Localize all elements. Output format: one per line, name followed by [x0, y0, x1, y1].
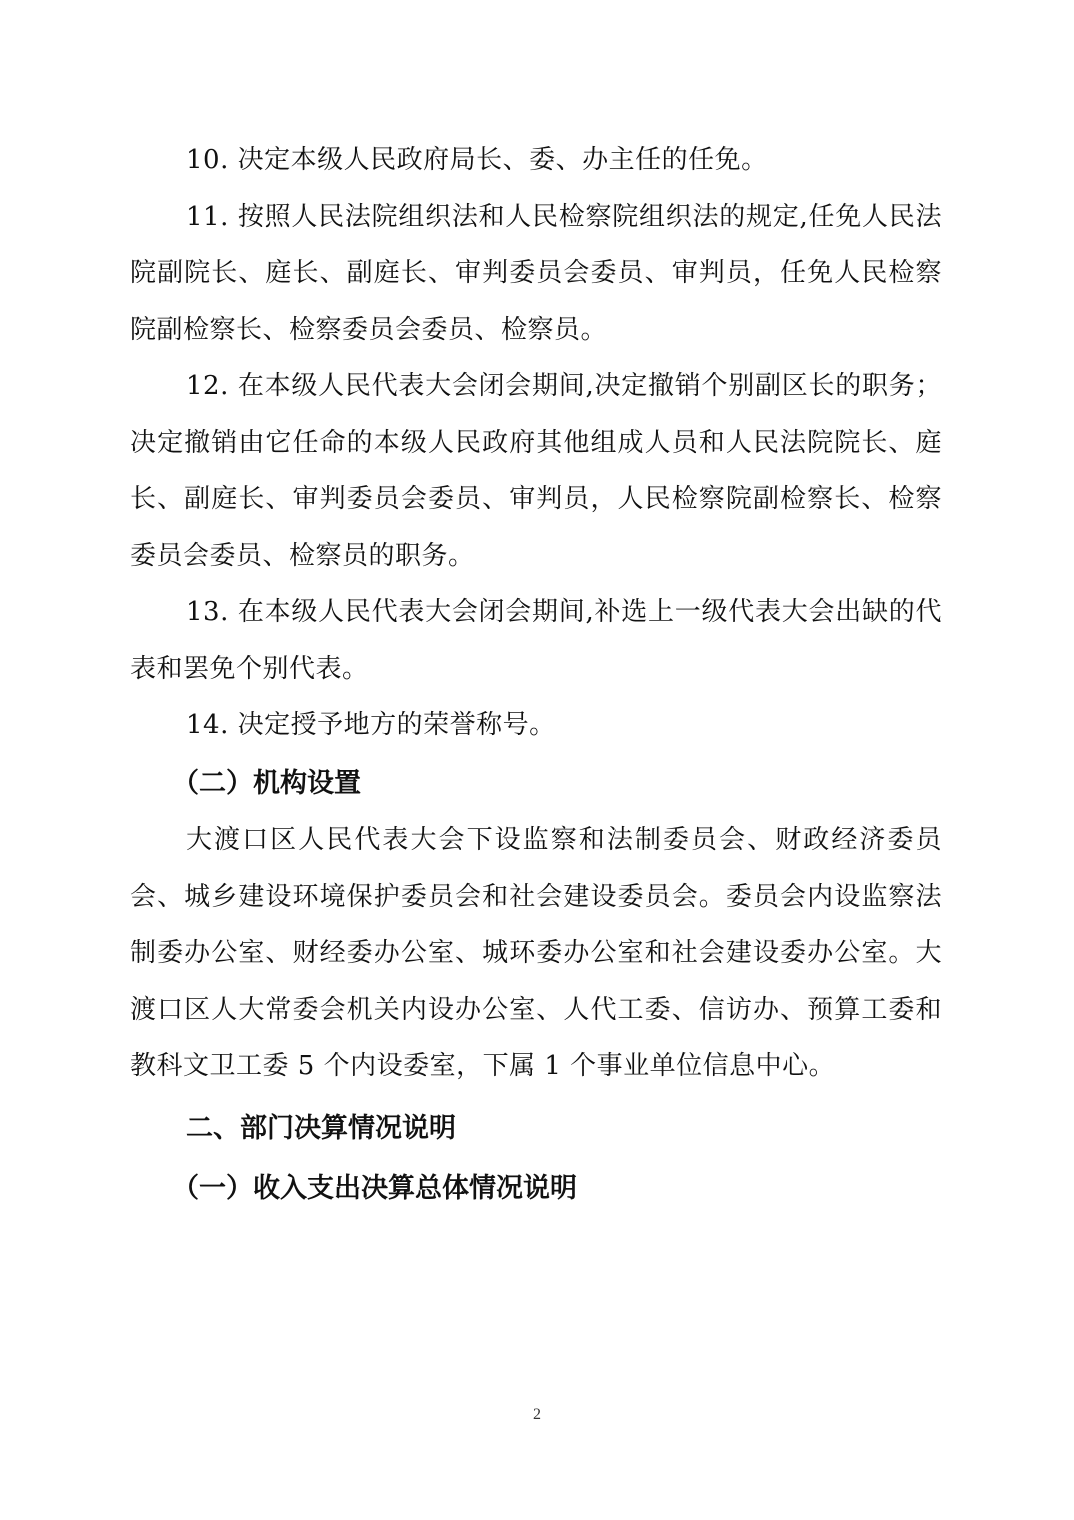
paragraph-item-12: 12. 在本级人民代表大会闭会期间,决定撤销个别副区长的职务；决定撤销由它任命的本级人民政府其他组成人员和人民法院院长、庭长、副庭长、审判委员会委员、审判员，人民检察院副检察长、检察委员会委员、检察员的职务。 — [130, 371, 942, 571]
section-org-heading: （二）机构设置 — [172, 767, 361, 799]
paragraph-item-10: 10. 决定本级人民政府局长、委、办主任的任免。 — [186, 145, 768, 175]
page-number: 2 — [533, 1406, 541, 1423]
paragraph-item-14: 14. 决定授予地方的荣誉称号。 — [186, 710, 556, 740]
section-two-heading: 二、部门决算情况说明 — [186, 1112, 456, 1144]
section-two-subheading: （一）收入支出决算总体情况说明 — [172, 1173, 577, 1204]
document-body — [130, 132, 942, 1218]
paragraph-item-13: 13. 在本级人民代表大会闭会期间,补选上一级代表大会出缺的代表和罢免个别代表。 — [130, 597, 942, 684]
paragraph-item-11: 11. 按照人民法院组织法和人民检察院组织法的规定,任免人民法院副院长、庭长、副庭长、审判委员会委员、审判员，任免人民检察院副检察长、检察委员会委员、检察员。 — [130, 201, 942, 345]
section-org-body: 大渡口区人民代表大会下设监察和法制委员会、财政经济委员会、城乡建设环境保护委员会和社会建设委员会。委员会内设监察法制委办公室、财经委办公室、城环委办公室和社会建设委办公室。大渡口区人大常委会机关内设办公室、人代工委、信访办、预算工委和教科文卫工委 5 个内设委室，下属 1 个事业单位信息中心。 — [130, 825, 942, 1081]
